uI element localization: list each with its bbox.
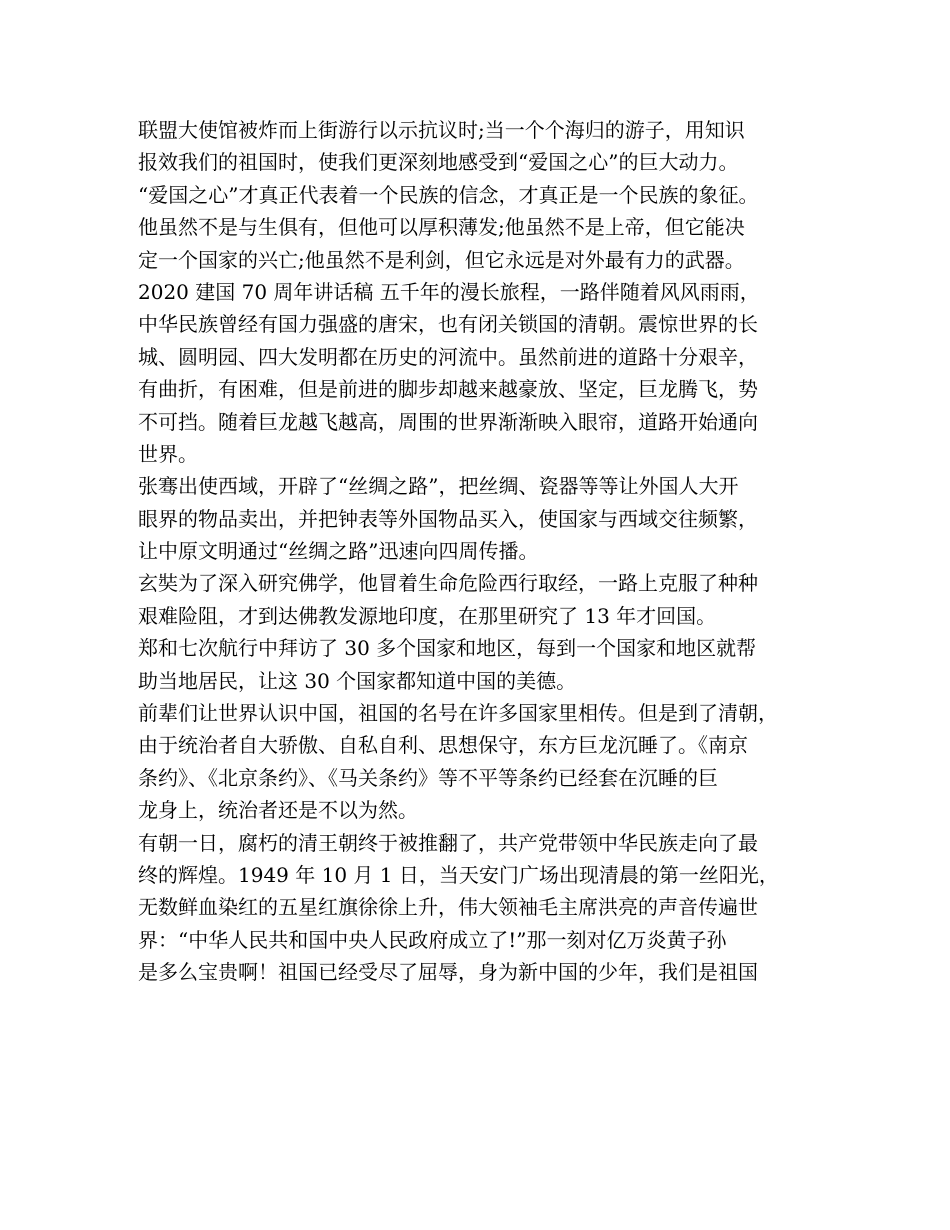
text-line: 2020 建国 70 周年讲话稿 五千年的漫长旅程，一路伴随着风风雨雨， [138, 279, 760, 304]
text-line: 艰难险阻，才到达佛教发源地印度，在那里研究了 13 年才回国。 [138, 603, 717, 628]
text-line: 有朝一日，腐朽的清王朝终于被推翻了，共产党带领中华民族走向了最 [138, 830, 758, 855]
text-line: 郑和七次航行中拜访了 30 多个国家和地区，每到一个国家和地区就帮 [138, 636, 757, 661]
text-line: 终的辉煌。1949 年 10 月 1 日，当天安门广场出现清晨的第一丝阳光， [138, 862, 779, 887]
text-line: 中华民族曾经有国力强盛的唐宋，也有闭关锁国的清朝。震惊世界的长 [138, 312, 758, 337]
text-line: 是多么宝贵啊！祖国已经受尽了屈辱，身为新中国的少年，我们是祖国 [138, 960, 758, 985]
text-line: 定一个国家的兴亡;他虽然不是利剑，但它永远是对外最有力的武器。 [138, 247, 745, 272]
text-line: 让中原文明通过“丝绸之路”迅速向四周传播。 [138, 539, 539, 564]
text-line: 眼界的物品卖出，并把钟表等外国物品买入，使国家与西域交往频繁， [138, 506, 758, 531]
text-line: 城、圆明园、四大发明都在历史的河流中。虽然前进的道路十分艰辛， [138, 344, 758, 369]
text-line: 世界。 [138, 441, 198, 466]
text-line: 报效我们的祖国时，使我们更深刻地感受到“爱国之心”的巨大动力。 [138, 150, 739, 175]
document-body [138, 114, 828, 989]
text-line: 助当地居民，让这 30 个国家都知道中国的美德。 [138, 668, 577, 693]
text-line: 无数鲜血染红的五星红旗徐徐上升，伟大领袖毛主席洪亮的声音传遍世 [138, 895, 758, 920]
text-line: 有曲折，有困难，但是前进的脚步却越来越豪放、坚定，巨龙腾飞，势 [138, 377, 758, 402]
text-line: 龙身上，统治者还是不以为然。 [138, 798, 418, 823]
text-line: 他虽然不是与生俱有，但他可以厚积薄发;他虽然不是上帝，但它能决 [138, 215, 745, 240]
text-line: 玄奘为了深入研究佛学，他冒着生命危险西行取经，一路上克服了种种 [138, 571, 758, 596]
text-line: “爱国之心”才真正代表着一个民族的信念，才真正是一个民族的象征。 [138, 182, 759, 207]
text-line: 界：“中华人民共和国中央人民政府成立了!”那一刻对亿万炎黄子孙 [138, 927, 727, 952]
text-line: 由于统治者自大骄傲、自私自利、思想保守，东方巨龙沉睡了。《南京 [138, 733, 748, 758]
text-line: 前辈们让世界认识中国，祖国的名号在许多国家里相传。但是到了清朝， [138, 701, 778, 726]
text-line: 不可挡。随着巨龙越飞越高，周围的世界渐渐映入眼帘，道路开始通向 [138, 409, 758, 434]
text-line: 联盟大使馆被炸而上街游行以示抗议时;当一个个海归的游子，用知识 [138, 118, 745, 142]
text-line: 张骞出使西域，开辟了“丝绸之路”，把丝绸、瓷器等等让外国人大开 [138, 474, 739, 499]
text-line: 条约》、《北京条约》、《马关条约》等不平等条约已经套在沉睡的巨 [138, 765, 718, 790]
